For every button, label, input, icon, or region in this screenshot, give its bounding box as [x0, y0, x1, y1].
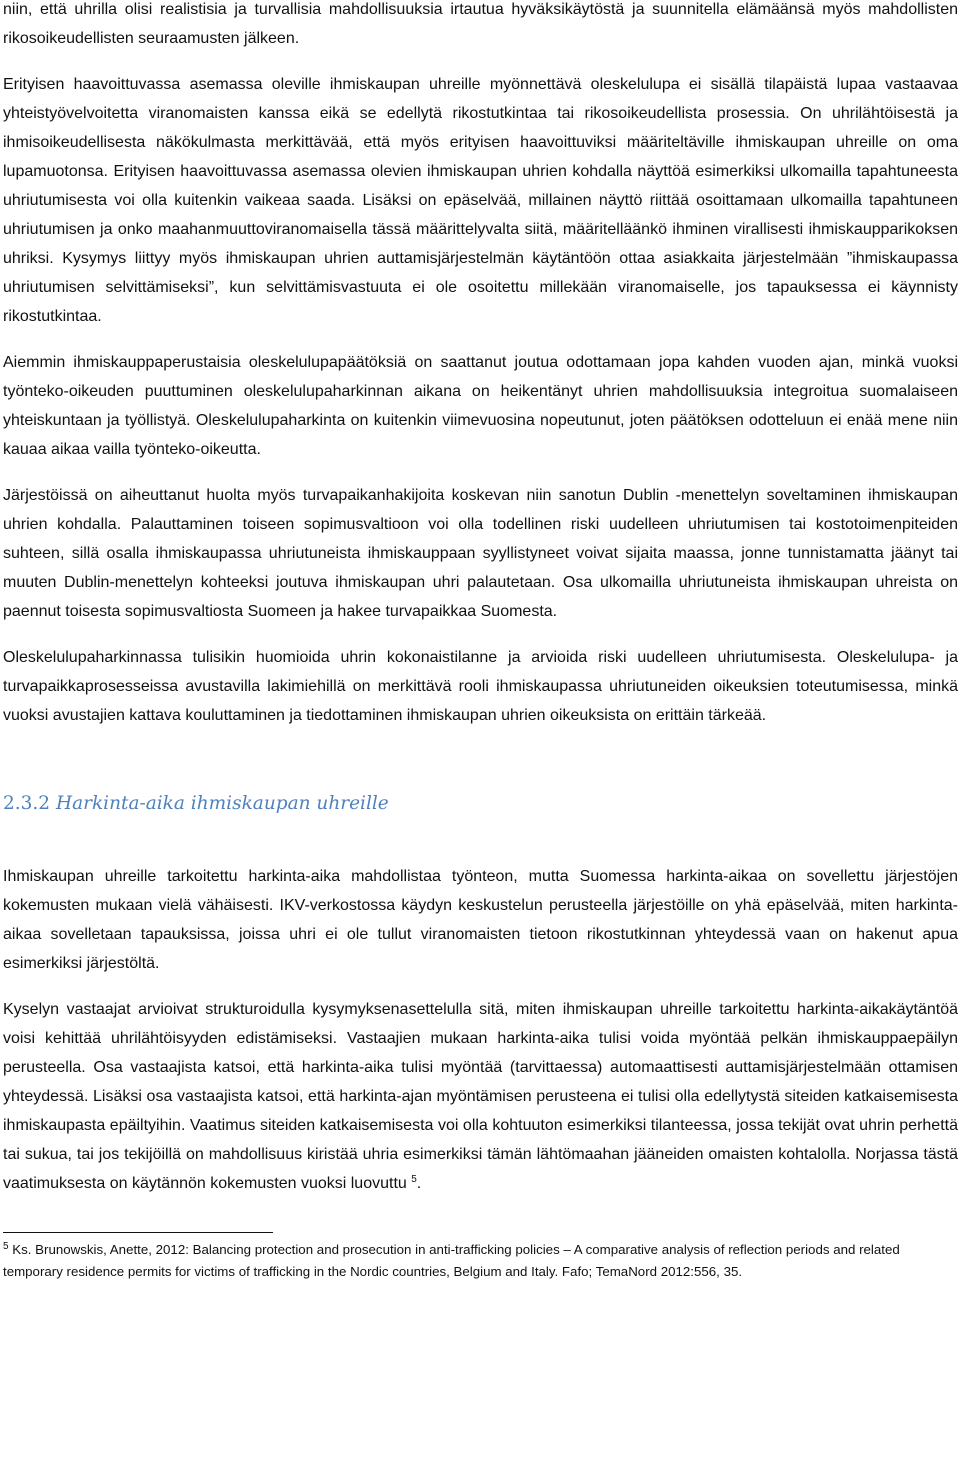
paragraph-reflection-period: Ihmiskaupan uhreille tarkoitettu harkinta-aika mahdollistaa työnteon, mutta Suomessa harkinta-aikaa on sovellettu järjestöjen kokemusten mukaan vielä vähäisesti. IKV-verkostossa käydyn keskustelun perusteella järjestöille on yhä epäselvää, miten harkinta-aikaa sovelletaan tapauksissa, joissa uhri ei ole tullut viranomaisten tietoon rikostutkinnan yhteydessä vaan on hakenut apua esimerkiksi järjestöltä. [3, 868, 958, 972]
footnote-marker: 5 [3, 1241, 9, 1252]
survey-results-text: Kyselyn vastaajat arvioivat strukturoidulla kysymyksenasettelulla sitä, miten ihmiskaupan uhreille tarkoitettu harkinta-aikakäytäntöä voisi kehittää uhrilähtöisyyden edistämiseksi. Vastaajien mukaan harkinta-aika tulisi voida myöntää pelkän ihmiskauppaepäilyn perusteella. Osa vastaajista katsoi, että harkinta-aika tulisi myöntää (tarvittaessa) automaattisesti auttamisjärjestelmään ottamisen yhteydessä. Lisäksi osa vastaajista katsoi, että harkinta-ajan myöntämisen perusteena ei tulisi olla edellytystä siteiden katkaisemisesta ihmiskaupasta epäiltyihin. Vaatimus siteiden katkaisemisesta voi olla kohtuuton esimerkiksi tilanteessa, jossa tekijät ovat uhrin perhettä tai sukua, tai jos tekijöillä on mahdollisuus kiristää uhria esimerkiksi tämän lähtömaahan jääneiden omaisten kohtalolla. Norjassa tästä vaatimuksesta on käytännön kokemusten vuoksi luovuttu [3, 1001, 958, 1192]
footnote-reference[interactable]: 5 [411, 1174, 417, 1185]
paragraph-assessment: Oleskelulupaharkinnassa tulisikin huomioida uhrin kokonaistilanne ja arvioida riski uudelleen uhriutumisesta. Oleskelulupa- ja turvapaikkaprosesseissa avustavilla lakimiehillä on merkittävä rooli ihmiskaupassa uhriutuneiden oikeuksien toteutumisessa, minkä vuoksi avustajien kattava kouluttaminen ja tiedottaminen ihmiskaupan uhrien oikeuksista on erittäin tärkeää. [3, 649, 958, 724]
intro-paragraph: niin, että uhrilla olisi realistisia ja turvallisia mahdollisuuksia irtautua hyväksikäytöstä ja suunnitella elämäänsä myös mahdollisten rikosoikeudellisten seuraamusten jälkeen. [3, 1, 958, 47]
footnote-separator [3, 1232, 273, 1233]
end-punctuation: . [416, 1175, 422, 1192]
footnote-text: Ks. Brunowskis, Anette, 2012: Balancing protection and prosecution in anti-trafficking policies – A comparative analysis of reflection periods and related temporary residence permits for victims of trafficking in the Nordic countries, Belgium and Italy. Fafo; TemaNord 2012:556, 35. [3, 1242, 900, 1279]
paragraph-survey-results [3, 995, 958, 1198]
section-heading [3, 792, 958, 816]
paragraph-dublin-procedure: Järjestöissä on aiheuttanut huolta myös turvapaikanhakijoita koskevan niin sanotun Dublin -menettelyn soveltaminen ihmiskaupan uhrien kohdalla. Palauttaminen toiseen sopimusvaltioon voi olla todellinen riski uudelleen uhriutumisen tai kostotoimenpiteiden suhteen, sillä osalla ihmiskaupassa uhriutuneista ihmiskauppaan syyllistyneet voivat sijaita maassa, jonne tunnistamatta jäänyt tai muuten Dublin-menettelyn kohteeksi joutuva ihmiskaupan uhri palautetaan. Osa ulkomailla uhriutuneista ihmiskaupan uhreista on paennut toisesta sopimusvaltiosta Suomeen ja hakee turvapaikkaa Suomesta. [3, 487, 958, 620]
paragraph-work-permit: Aiemmin ihmiskauppaperustaisia oleskelulupapäätöksiä on saattanut joutua odottamaan jopa kahden vuoden ajan, minkä vuoksi työnteko-oikeuden puuttuminen oleskelulupaharkinnan aikana on heikentänyt uhrien mahdollisuuksia integroitua suomalaiseen yhteiskuntaan ja työllistyä. Oleskelulupaharkinta on kuitenkin viimevuosina nopeutunut, joten päätöksen odotteluun ei enää mene niin kauaa aikaa vailla työnteko-oikeutta. [3, 354, 958, 458]
section-number: 2.3.2 [3, 793, 51, 814]
document-page [3, 0, 958, 1296]
section-title: Harkinta-aika ihmiskaupan uhreille [55, 793, 389, 814]
paragraph-victim-residence-permit: Erityisen haavoittuvassa asemassa oleville ihmiskaupan uhreille myönnettävä oleskelulupa ei sisällä tilapäistä lupaa vastaavaa yhteistyövelvoitetta viranomaisten kanssa eikä se edellytä rikostutkintaa tai rikosoikeudellista prosessia. On uhrilähtöisestä ja ihmisoikeudellisesta näkökulmasta merkittävää, että myös erityisen haavoittuviksi määriteltäville ihmiskaupan uhreille on oma lupamuotonsa. Erityisen haavoittuvassa asemassa olevien ihmiskaupan uhrien kohdalla näyttöä esimerkiksi ulkomailla tapahtuneesta uhriutumisesta voi olla kuitenkin vaikeaa saada. Lisäksi on epäselvää, millainen näyttö riittää osoittamaan ulkomailla tapahtuneen uhriutumisen ja onko maahanmuuttoviranomaisella tässä määrittelyvalta siitä, määritelläänkö ihminen virallisesti ihmiskaupparikoksen uhriksi. Kysymys liittyy myös ihmiskaupan uhrien auttamisjärjestelmän käytäntöön ottaa asiakkaita järjestelmään ”ihmiskaupassa uhriutumisen selvittämiseksi”, kun selvittämisvastuuta ei ole osoitettu millekään viranomaiselle, jos tapauksessa ei käynnisty rikostutkintaa. [3, 76, 958, 325]
footnote [3, 1239, 958, 1283]
